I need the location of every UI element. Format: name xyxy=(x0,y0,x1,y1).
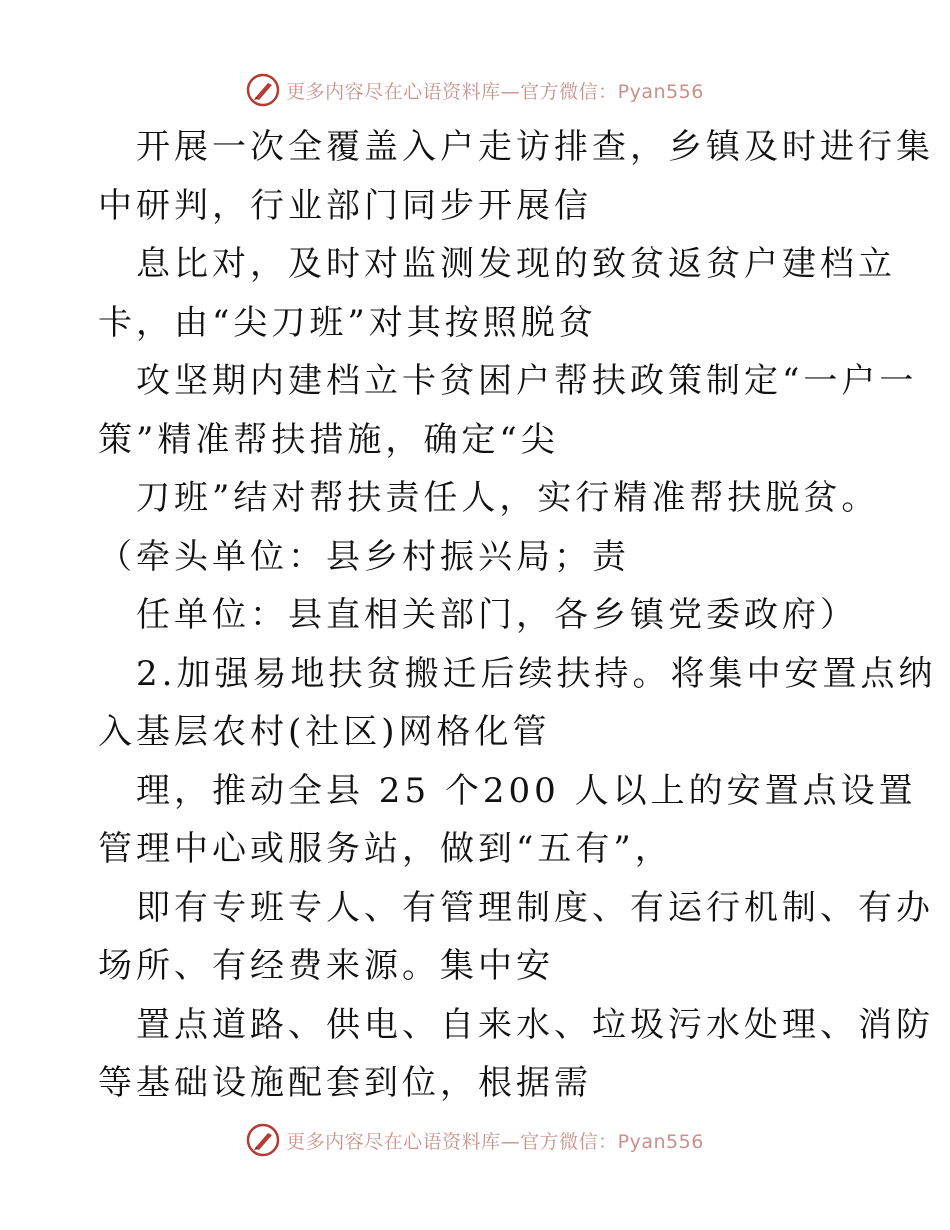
text-line: 即有专班专人、有管理制度、有运行机制、有办 xyxy=(136,887,934,928)
quill-logo-icon xyxy=(246,73,280,107)
text-line: 卡，由“尖刀班”对其按照脱贫 xyxy=(98,302,597,343)
text-line: 管理中心或服务站，做到“五有”， xyxy=(98,829,673,869)
watermark-text: 更多内容尽在心语资料库—官方微信：Pyan556 xyxy=(286,80,704,103)
text-line: （牵头单位：县乡村振兴局；责 xyxy=(98,536,630,577)
text-line: 策”精准帮扶措施，确定“尖 xyxy=(98,419,559,460)
text-line: 息比对，及时对监测发现的致贫返贫户建档立 xyxy=(136,244,896,284)
text-line: 等基础设施配套到位，根据需 xyxy=(98,1063,592,1103)
document-body xyxy=(98,118,937,1113)
text-line: 置点道路、供电、自来水、垃圾污水处理、消防 xyxy=(136,1004,934,1045)
text-line: 中研判，行业部门同步开展信 xyxy=(98,185,592,226)
quill-logo-icon xyxy=(246,1123,280,1157)
text-line: 攻坚期内建档立卡贫困户帮扶政策制定“一户一 xyxy=(136,361,918,401)
text-line: 2.加强易地扶贫搬迁后续扶持。将集中安置点纳 xyxy=(136,653,937,694)
header-watermark xyxy=(0,70,950,110)
text-line: 场所、有经费来源。集中安 xyxy=(98,946,554,986)
footer-watermark xyxy=(0,1120,950,1160)
text-line: 理，推动全县 25 个200 人以上的安置点设置 xyxy=(136,770,917,811)
text-line: 开展一次全覆盖入户走访排查，乡镇及时进行集 xyxy=(136,127,934,167)
watermark-text: 更多内容尽在心语资料库—官方微信：Pyan556 xyxy=(286,1130,704,1153)
text-line: 刀班”结对帮扶责任人，实行精准帮扶脱贫。 xyxy=(136,478,880,518)
text-line: 入基层农村(社区)网格化管 xyxy=(98,712,551,752)
text-line: 任单位：县直相关部门，各乡镇党委政府） xyxy=(136,595,858,635)
